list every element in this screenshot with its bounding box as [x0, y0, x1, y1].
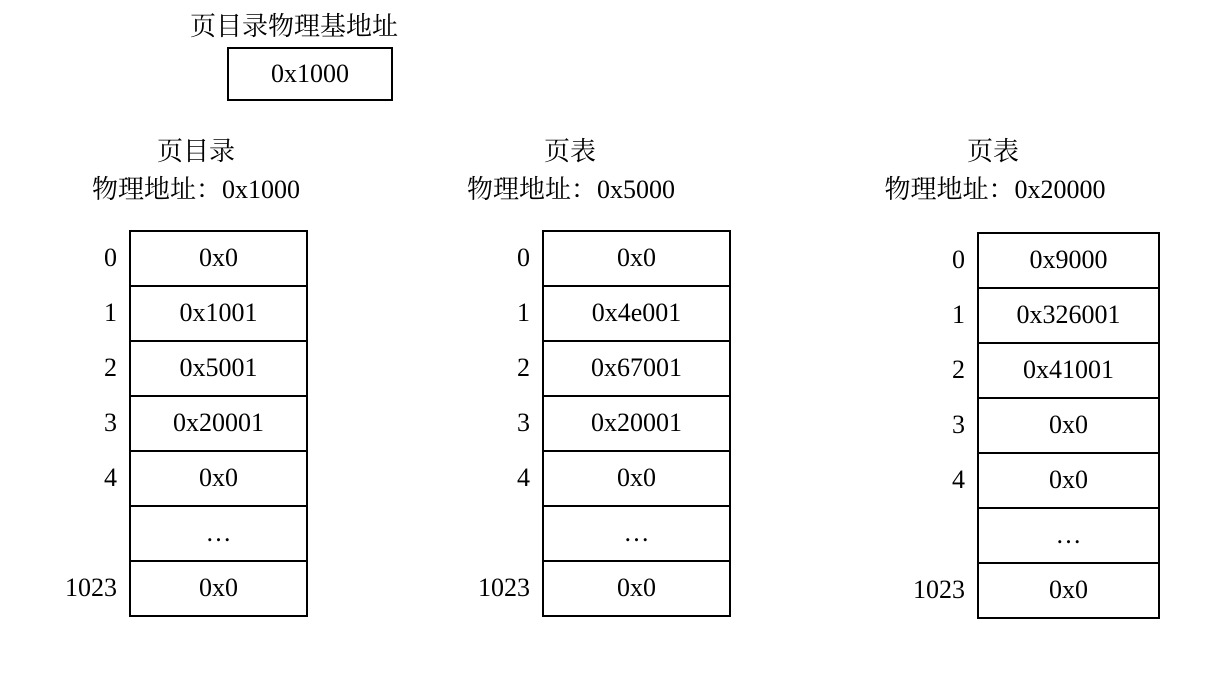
table-row [542, 505, 731, 562]
table-row [517, 395, 731, 452]
entry-index: 2 [517, 353, 530, 382]
table-row [104, 395, 308, 452]
entry-index: 0 [517, 243, 530, 272]
table-row [65, 560, 308, 617]
entry-value: 0x0 [199, 573, 238, 602]
entry-index: 3 [517, 408, 530, 437]
table-row [104, 230, 308, 287]
table-rows [913, 232, 1160, 619]
entry-index: 1 [104, 298, 117, 327]
entry-index: 2 [104, 353, 117, 382]
entry-value: 0x20001 [591, 408, 682, 437]
entry-value: … [1055, 520, 1082, 549]
table-row [478, 560, 731, 617]
entry-index: 4 [104, 463, 117, 492]
table-rows [478, 230, 731, 617]
table-row [104, 285, 308, 342]
entry-index: 3 [104, 408, 117, 437]
table-row [517, 230, 731, 287]
entry-value: 0x20001 [173, 408, 264, 437]
table-title: 页目录 [156, 137, 235, 166]
entry-value: … [205, 518, 232, 547]
entry-index: 1 [517, 298, 530, 327]
entry-index: 2 [952, 355, 965, 384]
entry-index: 1023 [65, 573, 117, 602]
table-rows [65, 230, 308, 617]
entry-value: 0x0 [1049, 465, 1088, 494]
entry-value: … [623, 518, 650, 547]
table-row [517, 285, 731, 342]
entry-value: 0x4e001 [591, 298, 682, 327]
entry-value: 0x67001 [591, 353, 682, 382]
table-row [104, 450, 308, 507]
table-title: 页表 [543, 137, 596, 166]
table-physical-address: 物理地址：0x1000 [91, 175, 300, 204]
table-row [977, 507, 1160, 564]
entry-value: 0x5001 [179, 353, 258, 382]
entry-value: 0x0 [1049, 575, 1088, 604]
entry-value: 0x0 [617, 573, 656, 602]
entry-index: 1023 [478, 573, 530, 602]
table-row [952, 232, 1160, 289]
table-row [952, 452, 1160, 509]
table-row [104, 340, 308, 397]
page-directory-base-label: 页目录物理基地址 [190, 12, 399, 41]
entry-index: 1023 [913, 575, 965, 604]
entry-value: 0x0 [199, 243, 238, 272]
entry-index: 4 [952, 465, 965, 494]
table-row [129, 505, 308, 562]
table-row [952, 397, 1160, 454]
entry-value: 0x0 [617, 463, 656, 492]
table-physical-address: 物理地址：0x20000 [884, 175, 1106, 204]
entry-index: 0 [952, 245, 965, 274]
table-row [517, 450, 731, 507]
entry-index: 0 [104, 243, 117, 272]
entry-value: 0x1001 [179, 298, 258, 327]
table-row [952, 342, 1160, 399]
entry-value: 0x0 [617, 243, 656, 272]
entry-index: 4 [517, 463, 530, 492]
table-physical-address: 物理地址：0x5000 [466, 175, 675, 204]
entry-value: 0x0 [199, 463, 238, 492]
entry-value: 0x9000 [1029, 245, 1108, 274]
page-directory-base-register: 0x1000 [227, 47, 393, 101]
entry-value: 0x0 [1049, 410, 1088, 439]
entry-index: 1 [952, 300, 965, 329]
entry-value: 0x326001 [1016, 300, 1121, 329]
entry-index: 3 [952, 410, 965, 439]
table-row [952, 287, 1160, 344]
table-title: 页表 [966, 137, 1019, 166]
table-row [517, 340, 731, 397]
entry-value: 0x41001 [1023, 355, 1114, 384]
table-row [913, 562, 1160, 619]
